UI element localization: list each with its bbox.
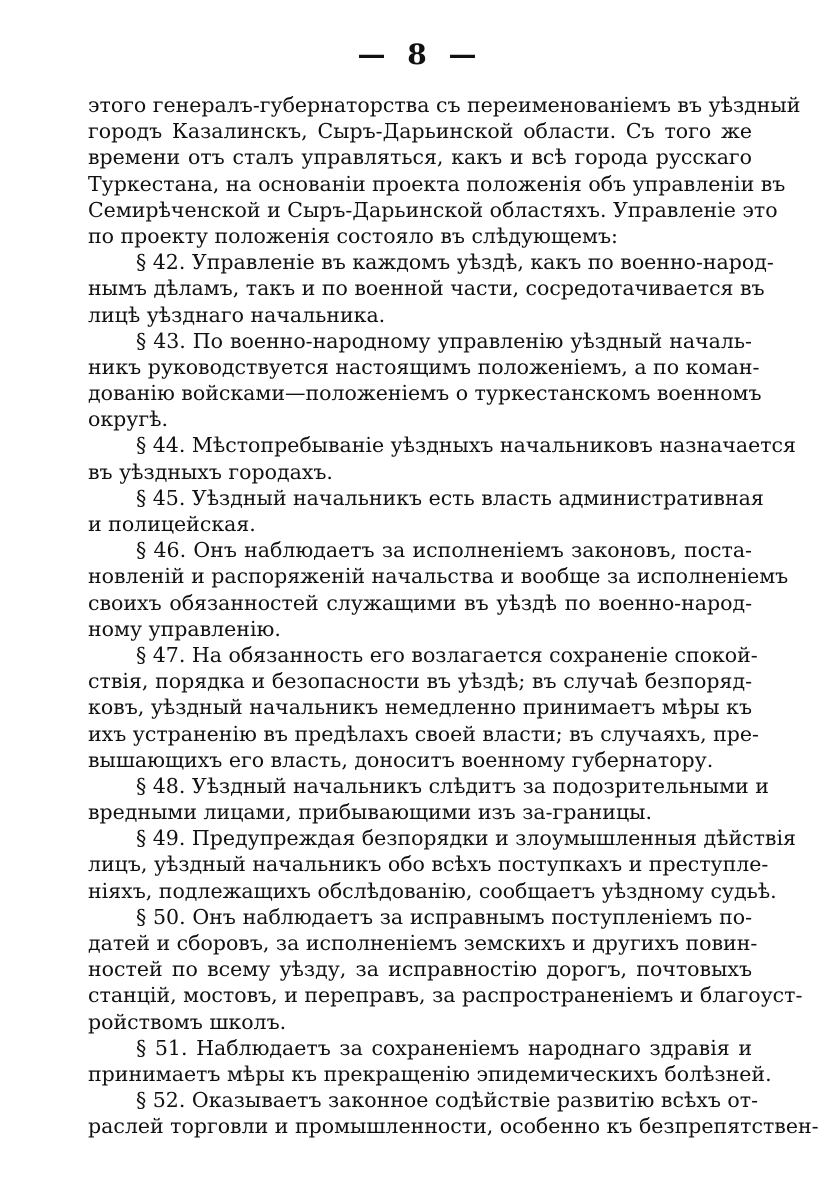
text-line: станцій, мостовъ, и переправъ, за распространеніемъ и благоуст- xyxy=(88,983,803,1008)
text-line: времени отъ сталъ управляться, какъ и всѣ города русскаго xyxy=(88,145,752,170)
text-line: городъ Казалинскъ, Сыръ-Дарьинской области. Съ того же xyxy=(88,119,752,144)
text-line: въ уѣздныхъ городахъ. xyxy=(88,459,333,484)
text-line: лицъ, уѣздный начальникъ обо всѣхъ поступкахъ и преступле- xyxy=(88,852,769,877)
text-line: по проекту положенія состояло въ слѣдующемъ: xyxy=(88,223,618,248)
text-line: ностей по всему уѣзду, за исправностію дорогъ, почтовыхъ xyxy=(88,957,752,982)
page-number: — 8 — xyxy=(357,38,483,71)
text-line: § 49. Предупреждая безпорядки и злоумышленныя дѣйствія xyxy=(136,826,796,851)
text-line: ствія, порядка и безопасности въ уѣздѣ; въ случаѣ безпоряд- xyxy=(88,669,752,694)
text-line: ройствомъ школъ. xyxy=(88,1009,287,1034)
text-line: § 45. Уѣздный начальникъ есть власть административная xyxy=(136,485,764,510)
text-line: § 51. Наблюдаетъ за сохраненіемъ народнаго здравія и xyxy=(136,1035,752,1060)
text-line: § 48. Уѣздный начальникъ слѣдитъ за подозрительными и xyxy=(136,773,769,798)
text-line: вышающихъ его власть, доноситъ военному губернатору. xyxy=(88,747,714,772)
text-line: Туркестана, на основаніи проекта положенія объ управленіи въ xyxy=(88,171,786,196)
text-line: дованію войсками—положеніемъ о туркестанскомъ военномъ xyxy=(88,381,762,406)
text-line: § 52. Оказываетъ законное содѣйствіе развитію всѣхъ от- xyxy=(136,1088,759,1113)
text-line: § 47. На обязанность его возлагается сохраненіе спокой- xyxy=(136,642,758,667)
text-line: округѣ. xyxy=(88,407,168,432)
text-line: новленій и распоряженій начальства и вообще за исполненіемъ xyxy=(88,564,789,589)
text-line: и полицейская. xyxy=(88,512,256,536)
text-line: вредными лицами, прибывающими изъ за-границы. xyxy=(88,800,652,825)
document-body xyxy=(88,92,819,1140)
text-line: § 42. Управленіе въ каждомъ уѣздѣ, какъ по военно-народ- xyxy=(136,250,774,275)
text-line: § 46. Онъ наблюдаетъ за исполненіемъ законовъ, поста- xyxy=(136,538,752,563)
text-line: этого генералъ-губернаторства съ переименованіемъ въ уѣздный xyxy=(88,93,801,117)
text-line: раслей торговли и промышленности, особенно къ безпрепятствен- xyxy=(88,1114,819,1139)
text-line: Семирѣченской и Сыръ-Дарьинской областяхъ. Управленіе это xyxy=(88,197,778,222)
text-line: § 44. Мѣстопребываніе уѣздныхъ начальниковъ назначается xyxy=(136,433,796,458)
text-line: лицѣ уѣзднаго начальника. xyxy=(88,302,386,327)
text-line: ному управленію. xyxy=(88,616,281,641)
text-line: никъ руководствуется настоящимъ положеніемъ, а по коман- xyxy=(88,354,760,379)
text-line: своихъ обязанностей служащими въ уѣздѣ по военно-народ- xyxy=(88,590,752,615)
text-line: ихъ устраненію въ предѣлахъ своей власти; въ случаяхъ, пре- xyxy=(88,721,759,746)
text-line: ковъ, уѣздный начальникъ немедленно принимаетъ мѣры къ xyxy=(88,695,752,720)
text-line: § 50. Онъ наблюдаетъ за исправнымъ поступленіемъ по- xyxy=(136,904,752,929)
text-line: нымъ дѣламъ, такъ и по военной части, сосредотачивается въ xyxy=(88,276,765,301)
text-line: датей и сборовъ, за исполненіемъ земскихъ и другихъ повин- xyxy=(88,931,758,955)
text-line: ніяхъ, подлежащихъ обслѣдованію, сообщаетъ уѣздному судьѣ. xyxy=(88,878,777,903)
text-line: принимаетъ мѣры къ прекращенію эпидемическихъ болѣзней. xyxy=(88,1061,772,1086)
text-line: § 43. По военно-народному управленію уѣздный началь- xyxy=(136,328,752,353)
